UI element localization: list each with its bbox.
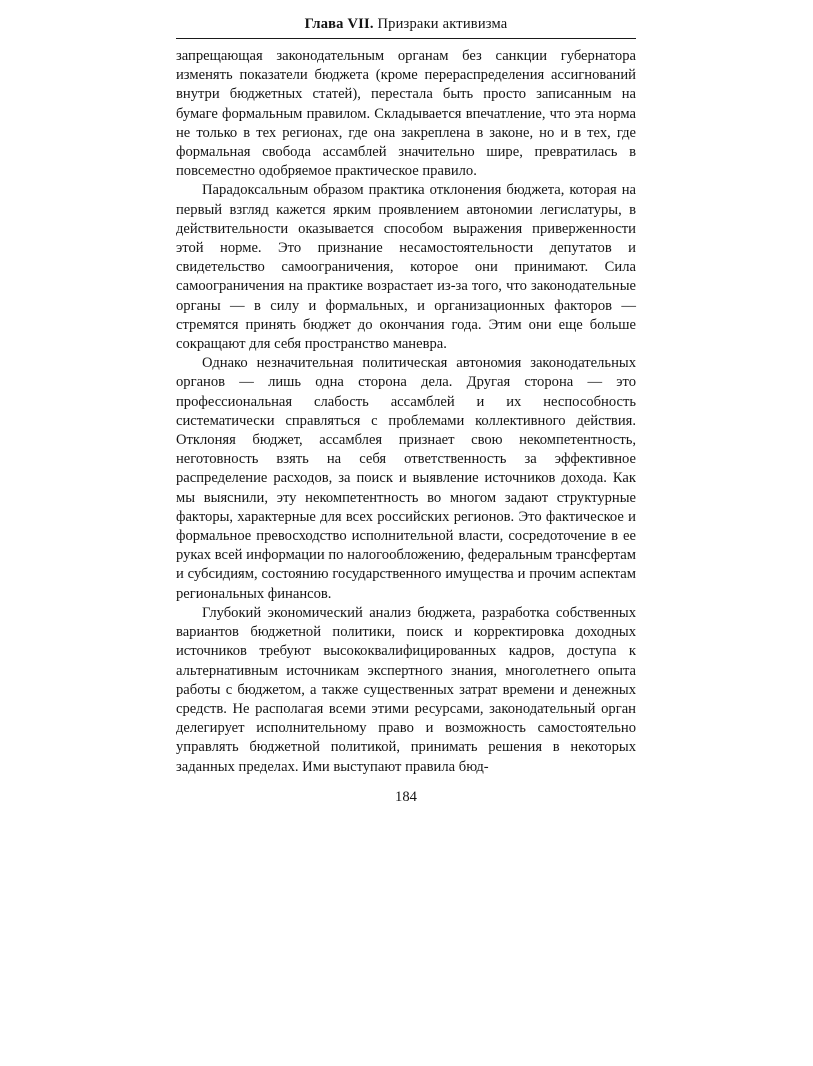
paragraph-2: Парадоксальным образом практика отклонения бюджета, которая на первый взгляд кажется ярким проявлением автономии легислатуры, в действительности оказывается способом выражения приверженности этой норме. Это признание несамостоятельности депутатов и свидетельство самоограничения, которое они принимают. Сила самоограничения на практике возрастает из-за того, что законодательные органы — в силу и формальных, и организационных факторов — стремятся принять бюджет до окончания года. Этим они еще больше сокращают для себя пространство маневра. <box>176 182 636 353</box>
page-number: 184 <box>395 788 417 805</box>
paragraph-1: запрещающая законодательным органам без санкции губернатора изменять показатели бюджета (кроме перераспределения ассигнований внутри бюджетных статей), перестала быть просто записанным на бумаге формальным правилом. Складывается впечатление, что эта норма не только в тех регионах, где она закреплена в законе, но и в тех, где формальная свобода ассамблей значительно шире, превратилась в повсеместно одобряемое практическое правило. <box>176 48 636 180</box>
running-head <box>176 14 636 39</box>
paragraph-3: Однако незначительная политическая автономия законодательных органов — лишь одна сторона дела. Другая сторона — это профессиональная слабость ассамблей и их неспособность систематически справляться с проблемами коллективного действия. Отклоняя бюджет, ассамблея признает свою некомпетентность, неготовность взять на себя ответственность за эффективное распределение расходов, за поиск и выявление источников дохода. Как мы выяснили, эту некомпетентность во многом задают структурные факторы, характерные для всех российских регионов. Это фактическое и формальное превосходство исполнительной власти, сосредоточение в ее руках всей информации по налогообложению, федеральным трансфертам и субсидиям, состоянию государственного имущества и прочим аспектам региональных финансов. <box>176 355 636 602</box>
body-text <box>176 47 636 777</box>
paragraph-4: Глубокий экономический анализ бюджета, разработка собственных вариантов бюджетной политики, поиск и корректировка доходных источников требуют высококвалифицированных кадров, доступа к альтернативным источникам экспертного знания, многолетнего опыта работы с бюджетом, а также существенных затрат времени и денежных средств. Не располагая всеми этими ресурсами, законодательный орган делегирует исполнительному право и возможность самостоятельно управлять бюджетной политикой, принимать решения в некоторых заданных пределах. Ими выступают правила бюд- <box>176 604 636 775</box>
chapter-number: Глава VII. <box>304 16 374 32</box>
chapter-title: Призраки активизма <box>377 16 508 32</box>
book-page <box>176 14 636 807</box>
